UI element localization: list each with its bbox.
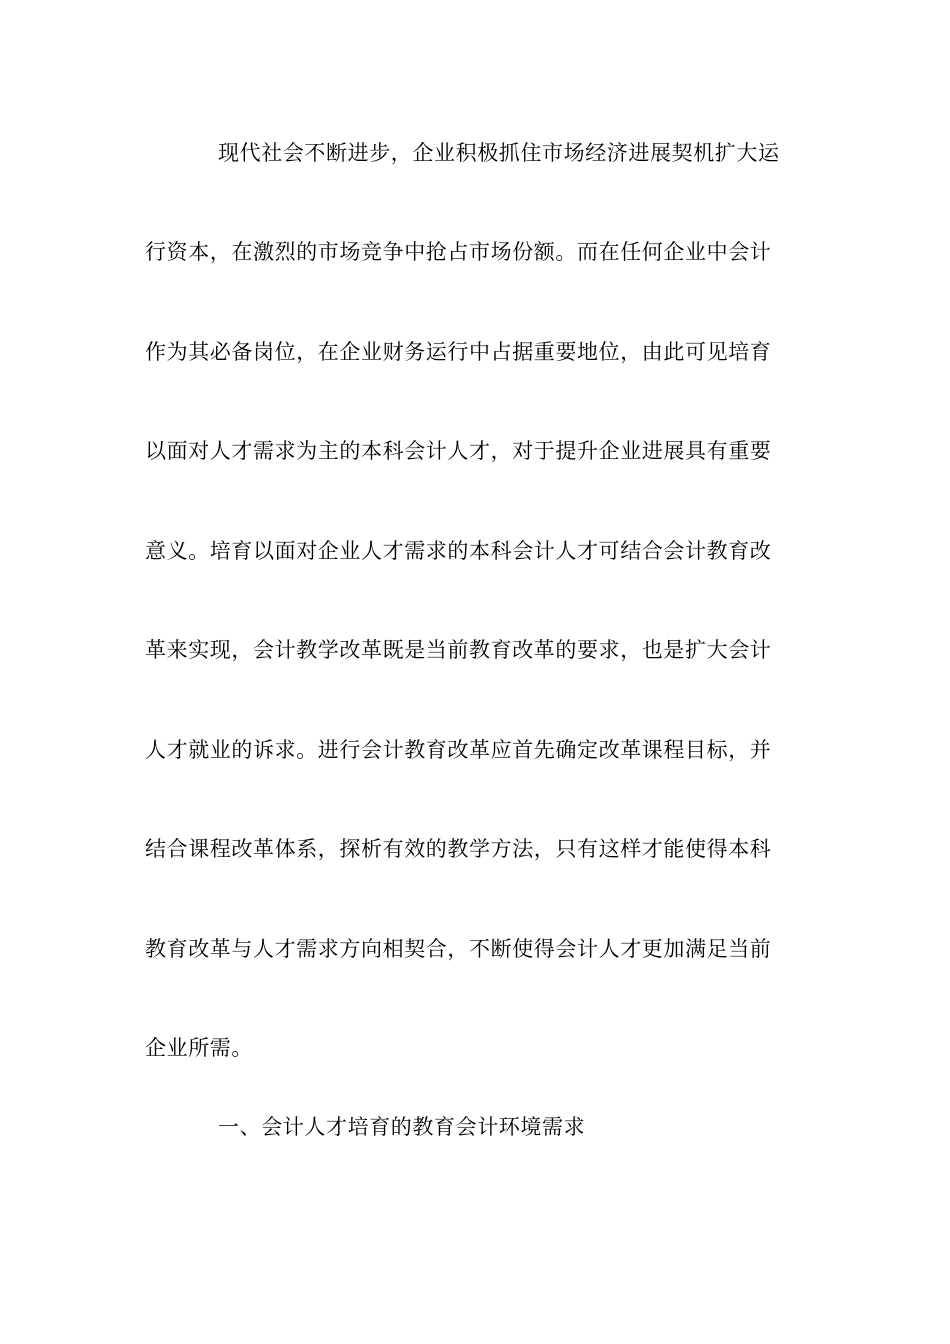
paragraph-line: 现代社会不断进步，企业积极抓住市场经济进展契机扩大运	[218, 141, 780, 165]
paragraph-line: 人才就业的诉求。进行会计教育改革应首先确定改革课程目标，并	[145, 738, 772, 762]
paragraph-line: 以面对人才需求为主的本科会计人才，对于提升企业进展具有重要	[145, 439, 772, 463]
paragraph-line: 行资本，在激烈的市场竞争中抢占市场份额。而在任何企业中会计	[145, 240, 772, 264]
paragraph-line: 作为其必备岗位，在企业财务运行中占据重要地位，由此可见培育	[145, 340, 772, 364]
paragraph-line: 结合课程改革体系，探析有效的教学方法，只有这样才能使得本科	[145, 837, 772, 861]
paragraph-line: 意义。培育以面对企业人才需求的本科会计人才可结合会计教育改	[145, 539, 772, 563]
paragraph-line: 教育改革与人才需求方向相契合，不断使得会计人才更加满足当前	[145, 937, 772, 961]
paragraph-line: 企业所需。	[145, 1036, 253, 1060]
paragraph-line: 革来实现，会计教学改革既是当前教育改革的要求，也是扩大会计	[145, 638, 772, 662]
section-heading: 一、会计人才培育的教育会计环境需求	[218, 1115, 586, 1139]
